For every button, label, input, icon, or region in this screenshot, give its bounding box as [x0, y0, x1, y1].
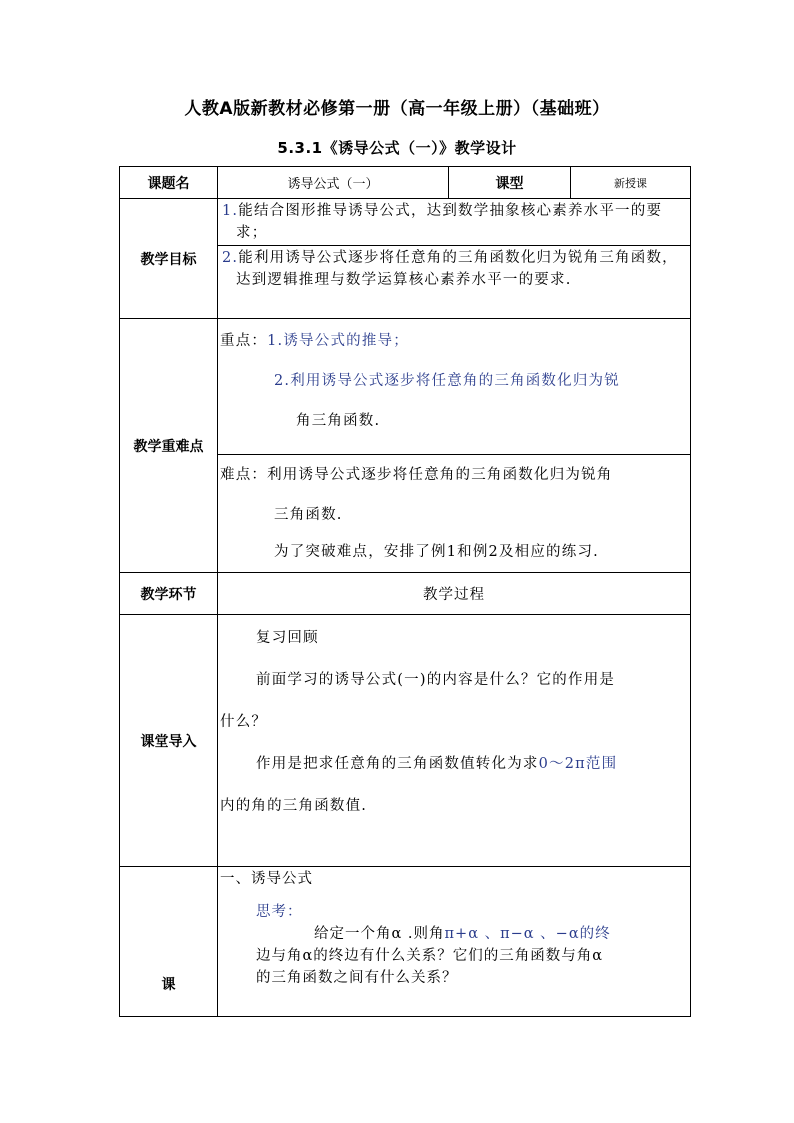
- lesson-cell: [218, 867, 691, 1017]
- intro-answer-range: 0～2π范围: [538, 756, 618, 772]
- objectives-label: 教学目标: [120, 199, 218, 319]
- key-point-cell: [218, 319, 691, 455]
- objective-row-1: [120, 199, 691, 246]
- lesson-question-line-3: 的三角函数之间有什么关系？: [256, 970, 458, 986]
- intro-answer-line-2: 内的角的三角函数值.: [220, 798, 368, 814]
- intro-question-line-2: 什么？: [220, 714, 268, 730]
- steps-value: 教学过程: [218, 573, 691, 615]
- key-point-1: 1.诱导公式的推导；: [267, 333, 409, 349]
- document-title: 人教A版新教材必修第一册（高一年级上册）（基础班）: [184, 99, 610, 119]
- key-prefix: 重点：: [220, 333, 268, 349]
- lesson-plan-table: [119, 166, 691, 1017]
- objective-item-2: [218, 246, 691, 319]
- difficulty-line-1: 难点：利用诱导公式逐步将任意角的三角函数化归为锐角: [220, 467, 613, 483]
- key-point-2-line-1: 2.利用诱导公式逐步将任意角的三角函数化归为锐: [274, 373, 620, 389]
- intro-review: 复习回顾: [256, 630, 319, 646]
- header-row: [120, 167, 691, 199]
- lesson-question-b: π+α 、π−α 、−α的终: [444, 926, 611, 942]
- lesson-question-line-2: 边与角α的终边有什么关系？它们的三角函数与角α: [256, 948, 604, 964]
- topic-value: 诱导公式（一）: [218, 167, 449, 199]
- type-value: 新授课: [571, 167, 691, 199]
- steps-label: 教学环节: [120, 573, 218, 615]
- intro-question-line-1: 前面学习的诱导公式(一)的内容是什么？它的作用是: [256, 672, 616, 688]
- objective-1-text: 能结合图形推导诱导公式，达到数学抽象核心素养水平一的要求；: [236, 203, 663, 241]
- objective-1-number: 1.: [222, 203, 239, 219]
- lesson-question-a: 给定一个角α .则角: [314, 926, 445, 942]
- lesson-think: 思考：: [256, 904, 303, 920]
- intro-cell: [218, 615, 691, 867]
- difficulty-line-2: 三角函数.: [274, 507, 343, 523]
- type-label: 课型: [449, 167, 571, 199]
- lesson-label: 课: [120, 867, 218, 1017]
- key-point-row: [120, 319, 691, 455]
- lesson-row: [120, 867, 691, 1017]
- intro-answer-a: 作用是把求任意角的三角函数值转化为求: [256, 756, 539, 772]
- key-point-2-line-2: 角三角函数.: [296, 413, 381, 429]
- document-subtitle: 5.3.1《诱导公式（一）》教学设计: [277, 139, 517, 157]
- steps-row: [120, 573, 691, 615]
- difficulty-cell: [218, 455, 691, 573]
- objective-2-text: 能利用诱导公式逐步将任意角的三角函数化归为锐角三角函数，达到逻辑推理与数学运算核心素养水平一的要求.: [236, 250, 678, 288]
- difficulty-line-3: 为了突破难点，安排了例1和例2及相应的练习.: [274, 544, 599, 560]
- key-difficulty-label: 教学重难点: [120, 319, 218, 573]
- intro-label: 课堂导入: [120, 615, 218, 867]
- lesson-heading: 一、诱导公式: [220, 871, 313, 887]
- topic-label: 课题名: [120, 167, 218, 199]
- intro-row: [120, 615, 691, 867]
- objective-2-number: 2.: [222, 250, 239, 266]
- objective-item-1: [218, 199, 691, 246]
